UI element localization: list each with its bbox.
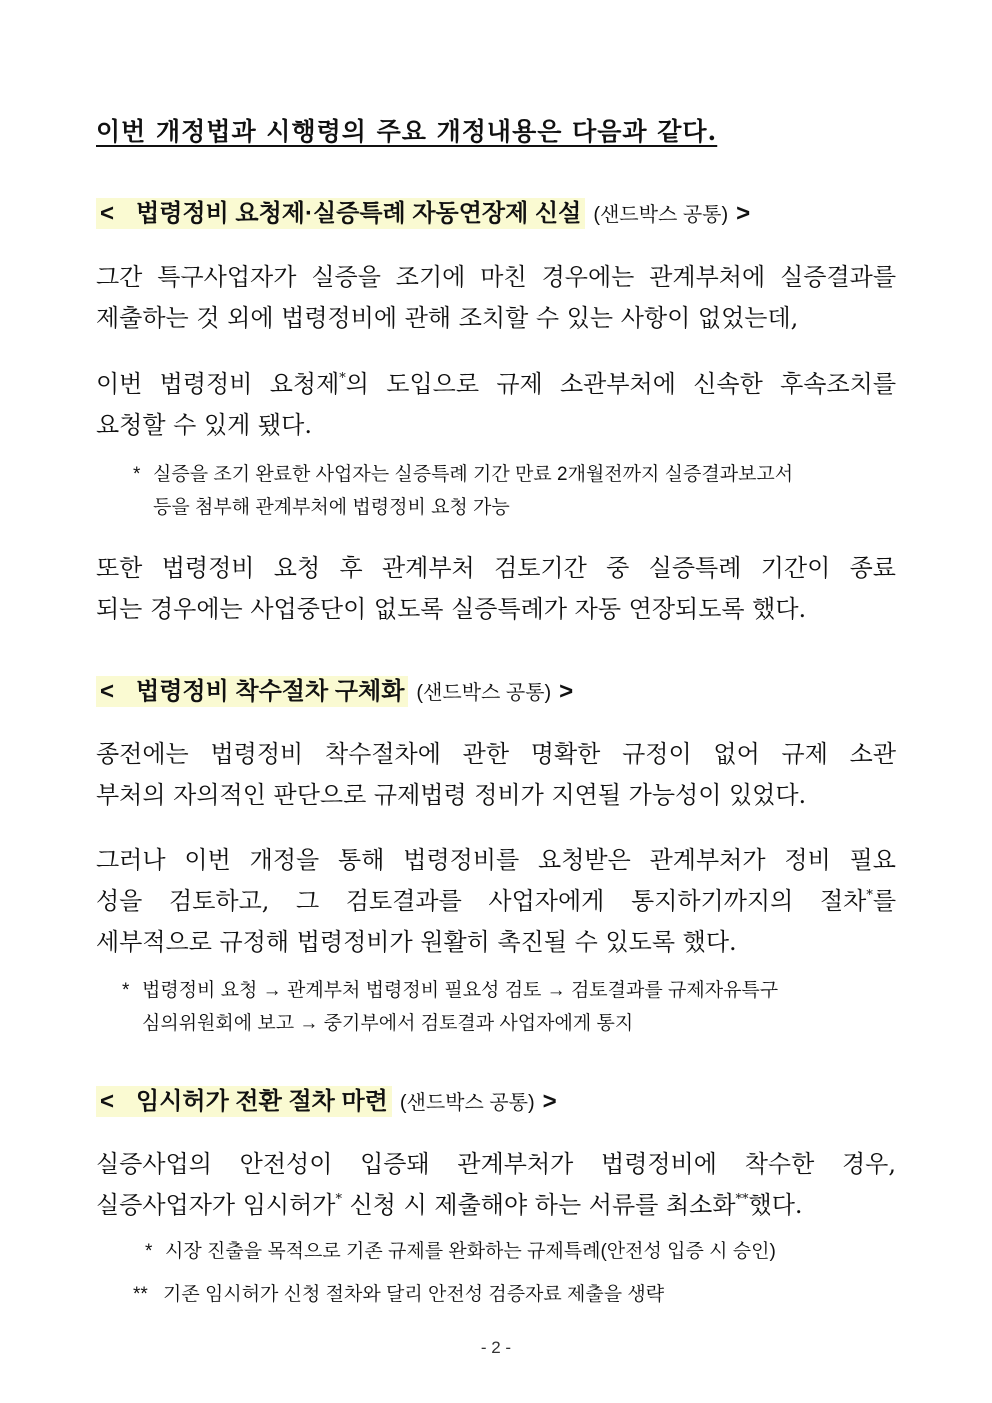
heading-open-bracket: < [100, 678, 115, 705]
text-run: 의 도입으로 규제 소관부처에 신속한 후속조치를 [345, 370, 896, 398]
section3-paragraph-1 [96, 1144, 896, 1226]
footnote-line: 실증을 조기 완료한 사업자는 실증특례 기간 만료 2개월전까지 실증결과보고서 [153, 464, 794, 485]
footnote-marker: * [866, 888, 873, 903]
section3-subtitle: (샌드박스 공통) [399, 1092, 535, 1114]
section1-subtitle: (샌드박스 공통) [593, 204, 729, 226]
section3-heading [96, 1081, 557, 1116]
section1-title: 법령정비 요청제·실증특례 자동연장제 신설 [136, 200, 582, 227]
heading-close-bracket: > [736, 200, 751, 227]
paragraph-line: 부처의 자의적인 판단으로 규제법령 정비가 지연될 가능성이 있었다. [96, 781, 807, 809]
footnote-line: 심의위원회에 보고 → 중기부에서 검토결과 사업자에게 통지 [142, 1013, 634, 1034]
paragraph-line: 요청할 수 있게 됐다. [96, 411, 312, 439]
paragraph-line: 제출하는 것 외에 법령정비에 관해 조치할 수 있는 사항이 없었는데, [96, 304, 799, 332]
text-run: 실증사업자가 임시허가 [96, 1191, 336, 1219]
heading-close-bracket: > [542, 1088, 557, 1115]
paragraph-line [96, 364, 896, 405]
footnote-marker: ** [133, 1284, 148, 1305]
section2-heading [96, 671, 573, 706]
heading-close-bracket: > [559, 678, 574, 705]
section2-heading-highlight [96, 676, 408, 707]
footnote-line: 시장 진출을 목적으로 기존 규제를 완화하는 규제특례(안전성 입증 시 승인) [165, 1241, 776, 1262]
text-run: 성을 검토하고, 그 검토결과를 사업자에게 통지하기까지의 절차 [96, 887, 867, 915]
section2-paragraph-2 [96, 840, 896, 963]
section2-title: 법령정비 착수절차 구체화 [136, 678, 405, 705]
section2-subtitle: (샌드박스 공통) [416, 682, 552, 704]
paragraph-line: 그간 특구사업자가 실증을 조기에 마친 경우에는 관계부처에 실증결과를 [96, 263, 896, 291]
text-run: 이번 법령정비 요청제 [96, 370, 340, 398]
section3-footnote-1 [145, 1235, 776, 1268]
footnote-marker: * [339, 371, 346, 386]
section1-paragraph-3 [96, 548, 896, 630]
section1-footnote [133, 458, 793, 524]
section2-footnote [122, 974, 778, 1040]
footnote-marker: * [335, 1192, 342, 1207]
footnote-marker: * [133, 464, 141, 485]
footnote-marker: * [145, 1241, 153, 1262]
text-run: 신청 시 제출해야 하는 서류를 최소화 [341, 1191, 736, 1219]
section3-heading-highlight [96, 1086, 392, 1117]
footnote-marker: * [122, 980, 130, 1001]
paragraph-line [96, 1185, 896, 1226]
footnote-line: 등을 첨부해 관계부처에 법령정비 요청 가능 [153, 497, 510, 518]
section1-heading-highlight [96, 198, 585, 229]
section1-paragraph-2 [96, 364, 896, 446]
paragraph-line [96, 881, 896, 922]
footnote-line: 법령정비 요청 → 관계부처 법령정비 필요성 검토 → 검토결과를 규제자유특구 [142, 980, 779, 1001]
section1-paragraph-1 [96, 257, 896, 339]
paragraph-line: 세부적으로 규정해 법령정비가 원활히 촉진될 수 있도록 했다. [96, 928, 737, 956]
paragraph-line: 실증사업의 안전성이 입증돼 관계부처가 법령정비에 착수한 경우, [96, 1150, 896, 1178]
section3-footnote-2 [133, 1278, 664, 1311]
footnote-marker: ** [735, 1192, 749, 1207]
paragraph-line: 그러나 이번 개정을 통해 법령정비를 요청받은 관계부처가 정비 필요 [96, 846, 896, 874]
text-run: 했다. [748, 1191, 803, 1219]
intro-sentence: 이번 개정법과 시행령의 주요 개정내용은 다음과 같다. [96, 117, 718, 146]
text-run: 를 [872, 887, 896, 915]
paragraph-line: 종전에는 법령정비 착수절차에 관한 명확한 규정이 없어 규제 소관 [96, 740, 896, 768]
page-number: - 2 - [480, 1338, 512, 1357]
heading-open-bracket: < [100, 200, 115, 227]
heading-open-bracket: < [100, 1088, 115, 1115]
section3-title: 임시허가 전환 절차 마련 [136, 1088, 388, 1115]
section2-paragraph-1 [96, 734, 896, 816]
footnote-line: 기존 임시허가 신청 절차와 달리 안전성 검증자료 제출을 생략 [163, 1284, 665, 1305]
section1-heading [96, 193, 750, 228]
paragraph-line: 또한 법령정비 요청 후 관계부처 검토기간 중 실증특례 기간이 종료 [96, 554, 896, 582]
paragraph-line: 되는 경우에는 사업중단이 없도록 실증특례가 자동 연장되도록 했다. [96, 595, 807, 623]
